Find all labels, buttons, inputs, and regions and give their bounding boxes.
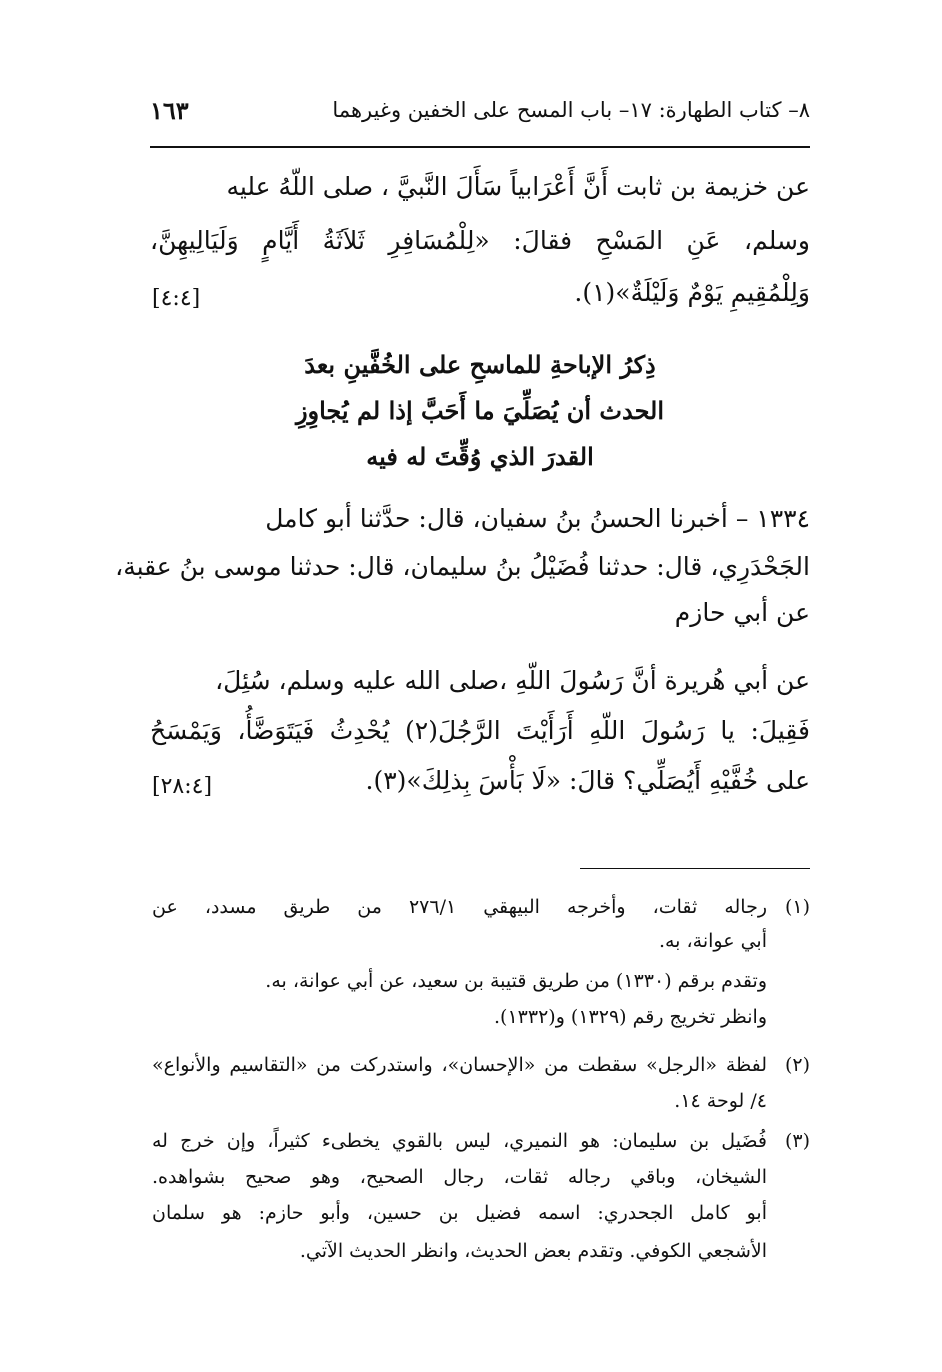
chapter-heading-line-3: القدرَ الذي وُقِّتَ له فيه xyxy=(366,442,594,471)
hadith2-isnad-line-2: الجَحْدَرِي، قال: حدثنا فُضَيْلُ بنُ سليمان، قال: حدثنا موسى بنُ عقبة، xyxy=(115,552,810,581)
hadith2-isnad-line-3: عن أبي حازم xyxy=(674,598,810,627)
footnote-1-line-1: رجاله ثقات، وأخرجه البيهقي ٢٧٦/١ من طريق مسدد، عن xyxy=(152,896,767,918)
footnote-3-line-3: أبو كامل الجحدري: اسمه فضيل بن حسين، وأبو حازم: هو سلمان xyxy=(152,1202,767,1224)
footnote-divider xyxy=(580,868,810,869)
header-divider xyxy=(150,146,810,148)
page-number: ١٦٣ xyxy=(150,96,189,125)
hadith2-reference: [٢٨:٤] xyxy=(152,774,213,799)
hadith2-isnad-line-1: ١٣٣٤ – أخبرنا الحسنُ بنُ سفيان، قال: حدَّثنا أبو كامل xyxy=(265,504,810,533)
hadith2-matn-line-2: فَقِيلَ: يا رَسُولَ اللّهِ أَرَأَيْتَ الرَّجُلَ(٢) يُحْدِثُ فَيَتَوَضَّأُ، وَيَمْسَحُ xyxy=(150,716,810,745)
chapter-heading-line-1: ذِكرُ الإباحةِ للماسحِ على الخُفَّينِ بعدَ xyxy=(304,350,656,379)
hadith1-line-1: عن خزيمة بن ثابت أَنَّ أَعْرَابياً سَأَلَ النَّبيَّ ، صلى اللّهُ عليه xyxy=(226,172,810,201)
footnote-1-line-3: وتقدم برقم (١٣٣٠) من طريق قتيبة بن سعيد، عن أبي عوانة، به. xyxy=(265,970,767,992)
footnote-3-line-4: الأشجعي الكوفي. وتقدم بعض الحديث، وانظر الحديث الآتي. xyxy=(299,1240,767,1262)
footnote-3-number: (٣) xyxy=(784,1130,810,1152)
footnote-3-line-2: الشيخان، وباقي رجاله ثقات، رجال الصحيح، وهو صحيح بشواهده. xyxy=(152,1166,767,1188)
running-title: ٨– كتاب الطهارة: ١٧– باب المسح على الخفين وغيرهما xyxy=(332,98,810,122)
footnote-2-line-2: ٤/ لوحة ١٤. xyxy=(674,1090,767,1112)
footnote-1-line-4: وانظر تخريج رقم (١٣٢٩) و(١٣٣٢). xyxy=(494,1006,767,1028)
hadith2-matn-line-1: عن أبي هُريرة أنَّ رَسُولَ اللّهِ ،صلى الله عليه وسلم، سُئِلَ، xyxy=(215,666,810,695)
footnote-1-line-2: أبي عوانة، به. xyxy=(658,930,767,952)
chapter-heading-line-2: الحدث أن يُصَلِّيَ ما أَحَبَّ إذا لم يُجاوِزِ xyxy=(295,396,665,425)
footnote-1-number: (١) xyxy=(784,896,810,918)
hadith1-reference: [٤:٤] xyxy=(152,286,201,311)
footnote-2-line-1: لفظة «الرجل» سقطت من «الإحسان»، واستدركت من «التقاسيم والأنواع» xyxy=(152,1054,767,1076)
hadith1-line-2: وسلم، عَنِ المَسْحِ فقالَ: «لِلْمُسَافِرِ ثَلاَثَةُ أَيَّامٍ وَلَيَالِيهِنَّ، xyxy=(150,226,810,255)
page-header xyxy=(150,96,810,136)
hadith2-matn-line-3: على خُفَّيْهِ أَيُصَلِّي؟ قالَ: «لَا بَأْسَ بِذلِكَ»(٣). xyxy=(365,766,810,795)
footnote-3-line-1: فُضَيل بن سليمان: هو النميري، ليس بالقوي يخطىء كثيراً، وإن خرج له xyxy=(152,1130,767,1152)
footnote-2-number: (٢) xyxy=(784,1054,810,1076)
hadith1-line-3: وَلِلْمُقِيمِ يَوْمٌ وَلَيْلَةٌ»(١). xyxy=(574,278,810,307)
